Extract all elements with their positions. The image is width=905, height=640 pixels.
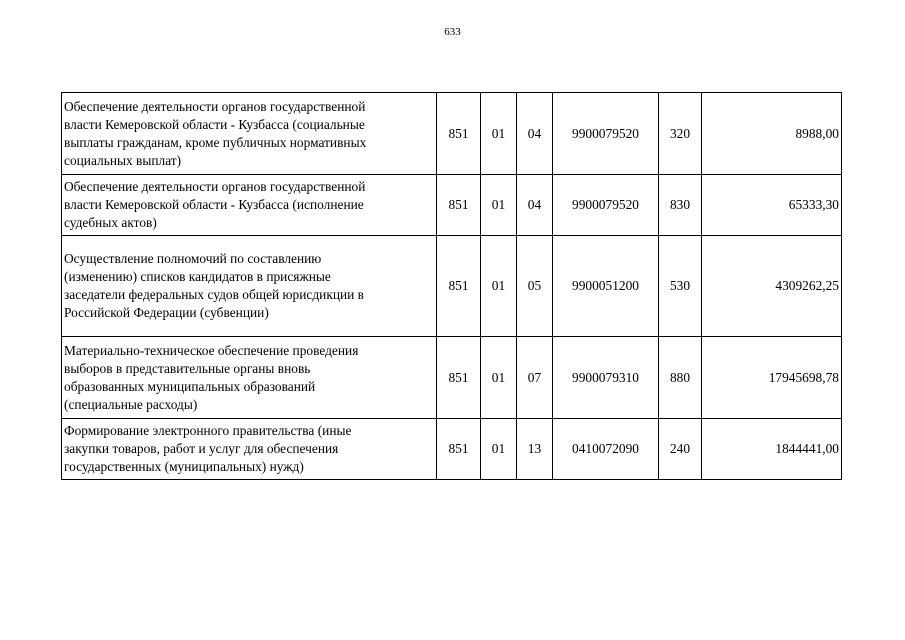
- expense-name-line: власти Кемеровской области - Кузбасса (исполнение: [64, 197, 364, 212]
- grbs-code-cell: 851: [437, 236, 481, 337]
- target-article-cell: 9900079310: [553, 337, 659, 419]
- expense-name-line: государственных (муниципальных) нужд): [64, 459, 304, 474]
- expense-name-cell: [62, 236, 437, 337]
- amount-cell: 8988,00: [702, 93, 842, 175]
- expense-type-cell: 830: [659, 175, 702, 236]
- expense-name-line: Обеспечение деятельности органов государственной: [64, 179, 366, 194]
- expense-name-cell: [62, 93, 437, 175]
- table-row: [62, 93, 842, 175]
- page-number: 633: [444, 26, 461, 38]
- table-row: [62, 337, 842, 419]
- expense-name-cell: [62, 337, 437, 419]
- expense-name-line: Обеспечение деятельности органов государственной: [64, 98, 366, 114]
- section-code-cell: 01: [481, 337, 517, 419]
- section-code-cell: 01: [481, 236, 517, 337]
- grbs-code-cell: 851: [437, 175, 481, 236]
- table-row: [62, 419, 842, 480]
- subsection-code-cell: 04: [517, 175, 553, 236]
- expense-name-line: Российской Федерации (субвенции): [64, 305, 269, 320]
- expense-name-line: социальных выплат): [64, 152, 182, 168]
- expense-name-line: Формирование электронного правительства (иные: [64, 423, 352, 438]
- grbs-code-cell: 851: [437, 93, 481, 175]
- expense-type-cell: 240: [659, 419, 702, 480]
- grbs-code-cell: 851: [437, 337, 481, 419]
- expense-name-line: выплаты гражданам, кроме публичных нормативных: [64, 134, 367, 150]
- expense-name-line: закупки товаров, работ и услуг для обеспечения: [64, 441, 339, 456]
- section-code-cell: 01: [481, 419, 517, 480]
- expense-type-cell: 530: [659, 236, 702, 337]
- amount-cell: 4309262,25: [702, 236, 842, 337]
- expense-name-line: (изменению) списков кандидатов в присяжные: [64, 269, 331, 284]
- expense-type-cell: 880: [659, 337, 702, 419]
- expense-name-line: власти Кемеровской области - Кузбасса (социальные: [64, 116, 365, 132]
- subsection-code-cell: 04: [517, 93, 553, 175]
- expense-name-line: Материально-техническое обеспечение проведения: [64, 342, 359, 358]
- amount-cell: 65333,30: [702, 175, 842, 236]
- expense-type-cell: 320: [659, 93, 702, 175]
- target-article-cell: 0410072090: [553, 419, 659, 480]
- target-article-cell: 9900079520: [553, 175, 659, 236]
- expense-name-line: выборов в представительные органы вновь: [64, 360, 311, 376]
- subsection-code-cell: 05: [517, 236, 553, 337]
- table-row: [62, 236, 842, 337]
- expense-name-cell: [62, 419, 437, 480]
- amount-cell: 1844441,00: [702, 419, 842, 480]
- budget-table: [61, 92, 842, 480]
- section-code-cell: 01: [481, 175, 517, 236]
- table-row: [62, 175, 842, 236]
- expense-name-cell: [62, 175, 437, 236]
- expense-name-line: образованных муниципальных образований: [64, 378, 316, 394]
- target-article-cell: 9900079520: [553, 93, 659, 175]
- subsection-code-cell: 07: [517, 337, 553, 419]
- subsection-code-cell: 13: [517, 419, 553, 480]
- amount-cell: 17945698,78: [702, 337, 842, 419]
- expense-name-line: (специальные расходы): [64, 396, 198, 412]
- section-code-cell: 01: [481, 93, 517, 175]
- expense-name-line: заседатели федеральных судов общей юрисдикции в: [64, 287, 364, 302]
- target-article-cell: 9900051200: [553, 236, 659, 337]
- grbs-code-cell: 851: [437, 419, 481, 480]
- expense-name-line: Осуществление полномочий по составлению: [64, 251, 322, 266]
- expense-name-line: судебных актов): [64, 215, 157, 230]
